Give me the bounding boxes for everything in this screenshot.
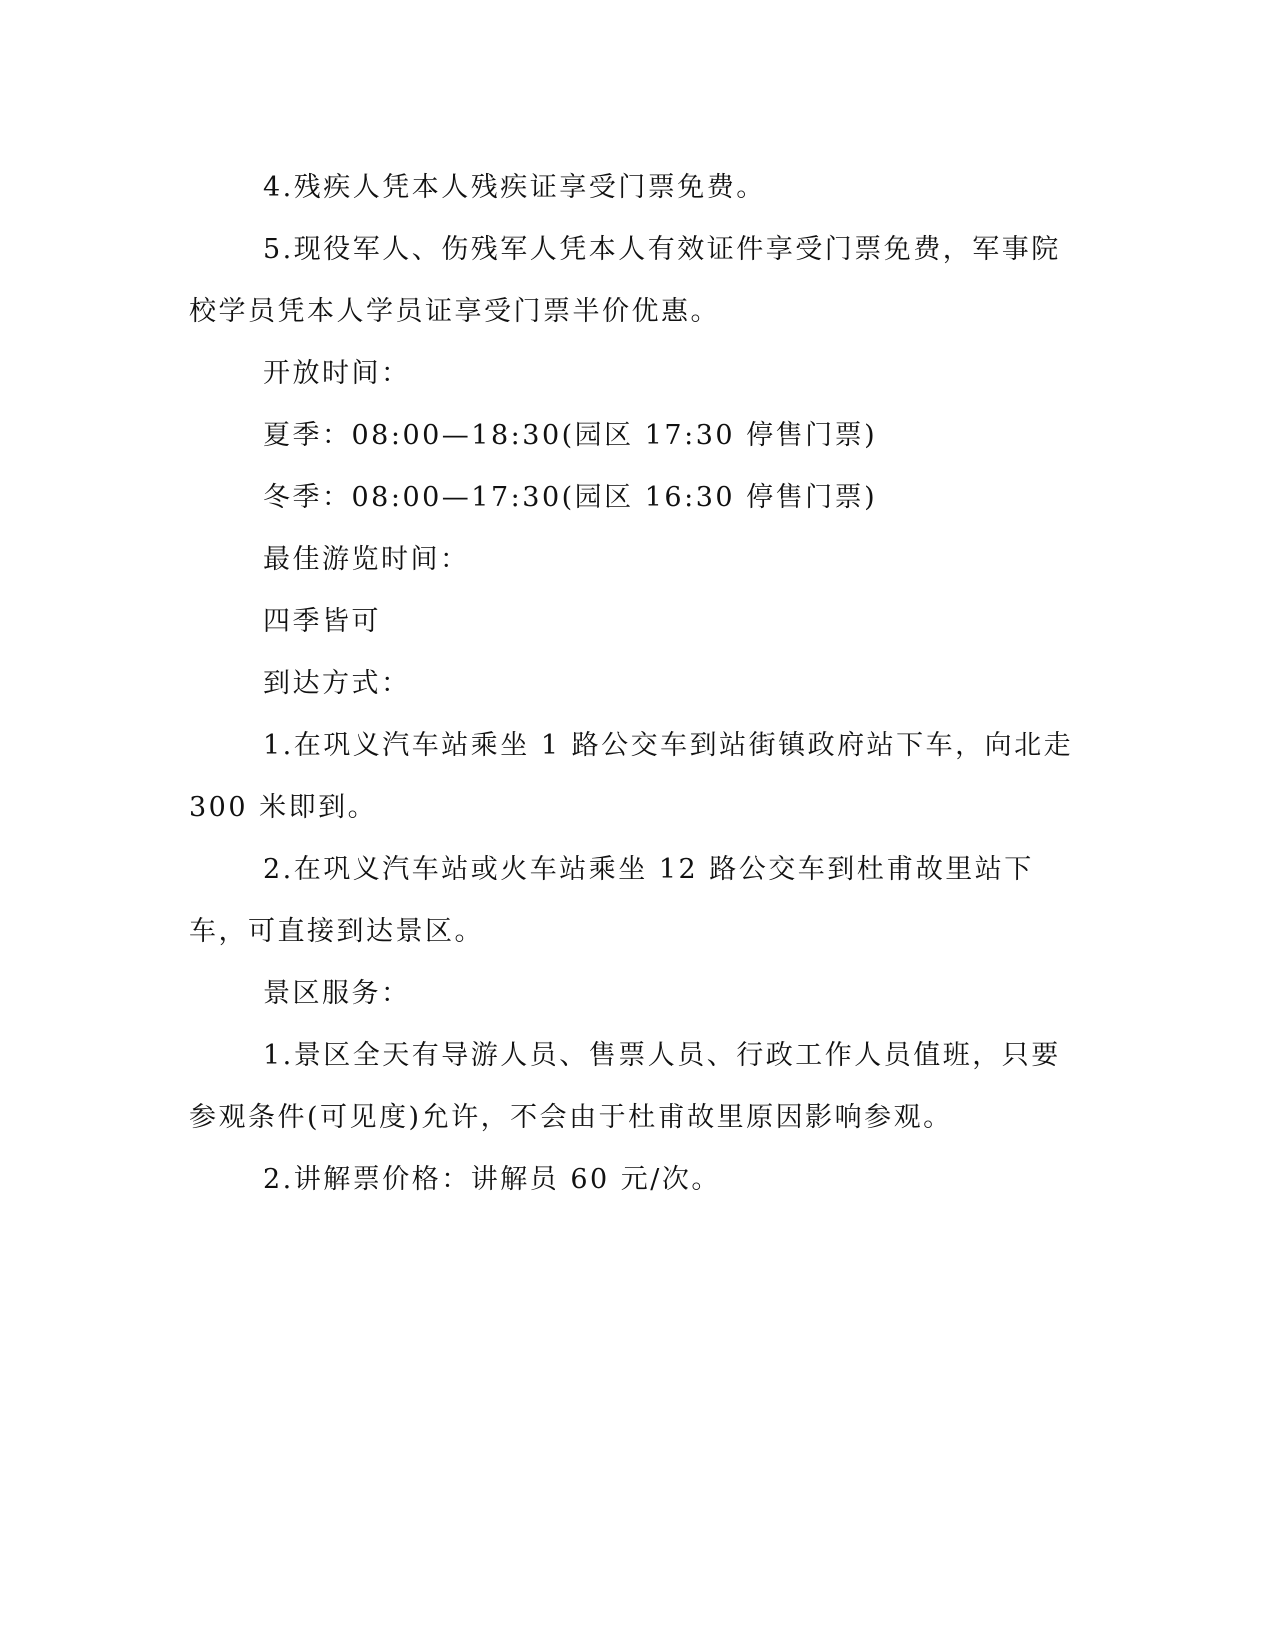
paragraph-military-discount: 5.现役军人、伤残军人凭本人有效证件享受门票免费，军事院校学员凭本人学员证享受门票半价优惠。 [189,234,1061,327]
heading-opening-hours: 开放时间： [263,358,411,389]
document-body [189,157,1085,1211]
paragraph-guide-price: 2.讲解票价格：讲解员 60 元/次。 [263,1164,721,1195]
heading-best-time: 最佳游览时间： [263,544,470,575]
paragraph-bus-route-1: 1.在巩义汽车站乘坐 1 路公交车到站街镇政府站下车，向北走 300 米即到。 [189,730,1085,823]
paragraph-bus-route-12: 2.在巩义汽车站或火车站乘坐 12 路公交车到杜甫故里站下车，可直接到达景区。 [189,854,1034,947]
paragraph-disabled-free: 4.残疾人凭本人残疾证享受门票免费。 [263,172,766,203]
paragraph-winter-hours: 冬季：08:00—17:30(园区 16:30 停售门票) [263,482,878,513]
heading-transport: 到达方式： [263,668,411,699]
paragraph-staff-on-duty: 1.景区全天有导游人员、售票人员、行政工作人员值班，只要参观条件(可见度)允许，不会由于杜甫故里原因影响参观。 [189,1040,1061,1133]
heading-services: 景区服务： [263,978,411,1009]
paragraph-all-seasons: 四季皆可 [263,606,381,637]
paragraph-summer-hours: 夏季：08:00—18:30(园区 17:30 停售门票) [263,420,878,451]
